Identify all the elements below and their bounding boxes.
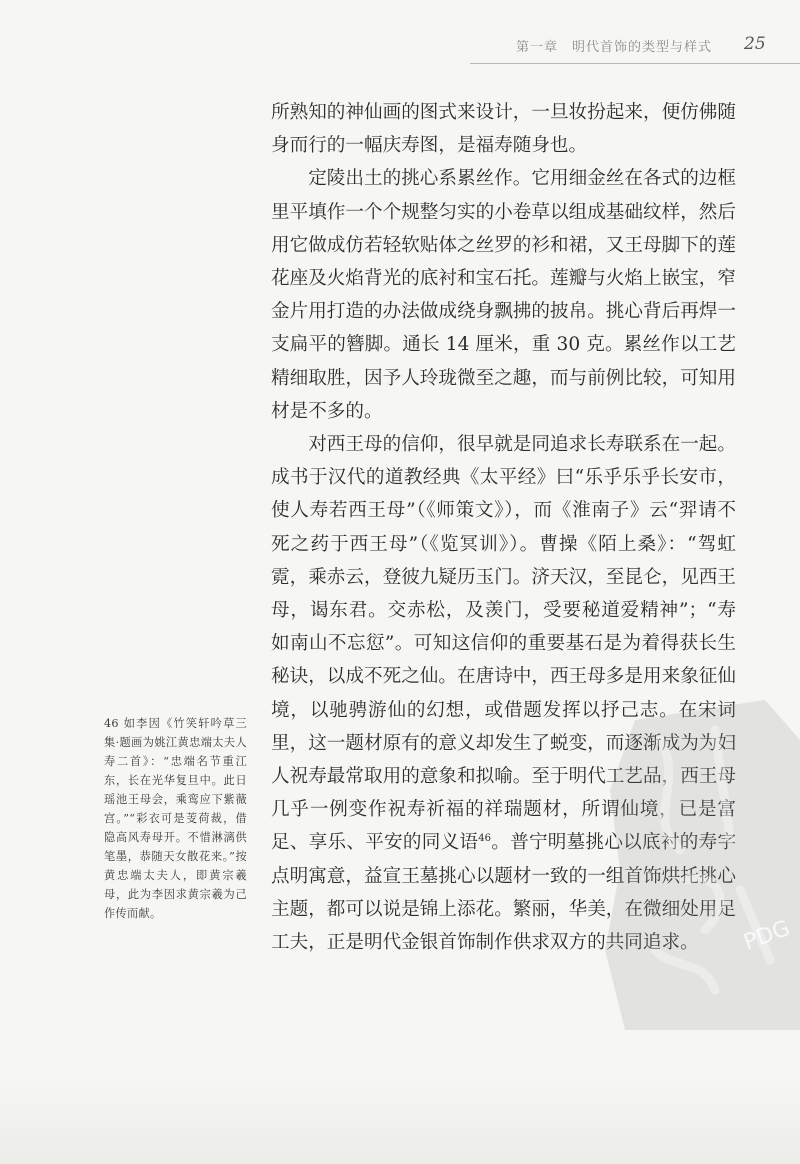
sidenote-number: 46 (104, 717, 119, 730)
footnote-reference[interactable]: 46 (478, 833, 492, 845)
paragraph-3-text: 对西王母的信仰，很早就是同追求长寿联系在一起。成书于汉代的道教经典《太平经》曰“乐乎乐乎长安市，使人寿若西王母”（《师策文》），而《淮南子》云“羿请不死之药于西王母”（《览冥训》）。曹操《陌上桑》：“驾虹霓，乘赤云，登彼九疑历玉门。济天汉，至昆仑，见西王母，谒东君。交赤松，及羡门，受要秘道爱精神”；“寿如南山不忘愆”。可知这信仰的重要基石是为着得获长生秘诀，以成不死之仙。在唐诗中，西王母多是用来象征仙境，以驰骋游仙的幻想，或借题发挥以抒己志。在宋词里，这一题材原有的意义却发生了蜕变，而逐渐成为为妇人祝寿最常取用的意象和拟喻。至于明代工艺品，西王母几乎一例变作祝寿祈福的祥瑞题材，所谓仙境，已是富足、享乐、平安的同义语 (271, 434, 736, 854)
paragraph-1: 所熟知的神仙画的图式来设计，一旦妆扮起来，便仿佛随身而行的一幅庆寿图，是福寿随身也。 (271, 102, 736, 157)
watermark-text: PDG (740, 915, 794, 956)
sidenote-text: 如李因《竹笑轩吟草三集·题画为姚江黄忠端太夫人寿二首》：“忠端名节重江东，长在光华复旦中。此日瑶池王母会，乘鸾应下紫薇宫。”“彩衣可是芰荷裁，借隐高风寿母开。不惜淋漓供笔墨，恭随天女散花来。”按黄忠端太夫人，即黄宗羲母，此为李因求黄宗羲为己作传而献。 (104, 717, 247, 920)
paragraph-3 (271, 428, 736, 959)
sidenote (104, 714, 247, 923)
running-title: 第一章 明代首饰的类型与样式 (516, 40, 713, 55)
main-text (271, 96, 736, 959)
header-rule (470, 63, 800, 64)
paragraph-2: 定陵出土的挑心系累丝作。它用细金丝在各式的边框里平填作一个个规整匀实的小卷草以组成基础纹样，然后用它做成仿若轻软贴体之丝罗的衫和裙，又王母脚下的莲花座及火焰背光的底衬和宝石托。莲瓣与火焰上嵌宝，窄金片用打造的办法做成绕身飘拂的披帛。挑心背后再焊一支扁平的簪脚。通长 14 厘米，重 30 克。累丝作以工艺精细取胜，因予人玲珑微至之趣，而与前例比较，可知用材是不多的。 (271, 168, 736, 422)
paragraph-3-continued: 。普宁明墓挑心以底衬的寿字点明寓意，益宣王墓挑心以题材一致的一组首饰烘托挑心主题，都可以说是锦上添花。繁丽，华美，在微细处用足工夫，正是明代金银首饰制作供求双方的共同追求。 (271, 832, 736, 954)
page-number: 25 (744, 34, 766, 54)
page-bottom-shading (0, 1075, 800, 1164)
